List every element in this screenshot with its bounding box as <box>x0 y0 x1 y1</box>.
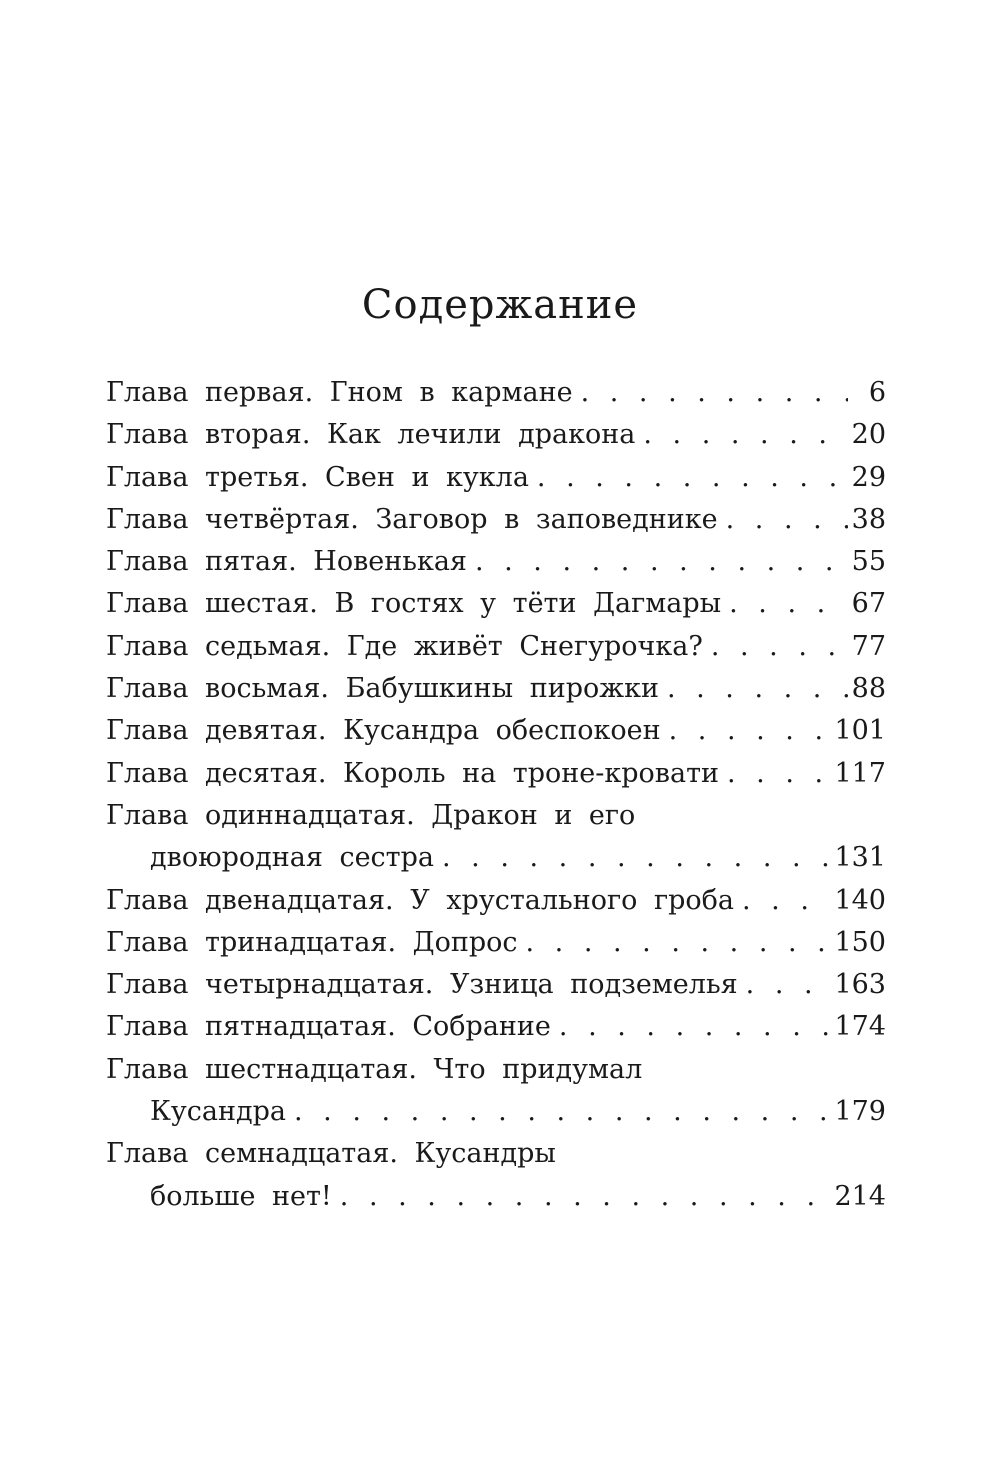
page-number: 140 <box>834 884 886 916</box>
page-number: 214 <box>834 1180 886 1212</box>
chapter-title: Глава пятая. Новенькая <box>106 546 467 578</box>
toc-entry <box>106 372 886 414</box>
chapter-title: Глава двенадцатая. У хрустального гроба <box>106 884 734 916</box>
page-number: 179 <box>834 1096 886 1128</box>
dot-leader <box>286 1091 830 1133</box>
chapter-title: Глава девятая. Кусандра обеспокоен <box>106 715 661 747</box>
chapter-title: Глава семнадцатая. Кусандры <box>106 1138 556 1170</box>
chapter-title-continuation: Кусандра <box>150 1096 287 1128</box>
page-number: 29 <box>851 461 886 493</box>
dot-leader <box>518 922 831 964</box>
toc-entry <box>106 626 886 668</box>
toc-entry <box>106 457 886 499</box>
chapter-title: Глава пятнадцатая. Собрание <box>106 1011 551 1043</box>
toc-entry <box>106 414 886 456</box>
dot-leader <box>718 499 848 541</box>
page-number: 38 <box>851 503 886 535</box>
page-number: 88 <box>851 673 886 705</box>
dot-leader <box>738 964 831 1006</box>
page-number: 150 <box>834 926 886 958</box>
page-number: 20 <box>851 419 886 451</box>
dot-leader <box>434 837 830 879</box>
dot-leader <box>661 710 831 752</box>
toc-entry <box>106 668 886 710</box>
toc-entry-continuation <box>106 837 886 879</box>
dot-leader <box>573 372 848 414</box>
chapter-title: Глава четырнадцатая. Узница подземелья <box>106 969 738 1001</box>
toc-entry-continuation <box>106 1176 886 1218</box>
dot-leader <box>635 414 847 456</box>
toc-entry <box>106 1049 886 1091</box>
dot-leader <box>734 880 830 922</box>
toc-entry <box>106 795 886 837</box>
toc-entry <box>106 964 886 1006</box>
page-number: 6 <box>868 377 886 408</box>
toc-entry <box>106 1006 886 1048</box>
page-number: 67 <box>851 588 886 620</box>
chapter-title: Глава восьмая. Бабушкины пирожки <box>106 673 659 705</box>
toc-entry <box>106 1133 886 1175</box>
chapter-title: Глава тринадцатая. Допрос <box>106 926 518 958</box>
toc-entry <box>106 583 886 625</box>
dot-leader <box>719 753 830 795</box>
dot-leader <box>332 1176 831 1218</box>
page-number: 131 <box>834 842 886 874</box>
page-number: 163 <box>834 969 886 1001</box>
chapter-title: Глава первая. Гном в кармане <box>106 377 573 408</box>
chapter-title: Глава шестая. В гостях у тёти Дагмары <box>106 588 722 620</box>
toc-entry <box>106 499 886 541</box>
table-of-contents <box>106 372 886 1218</box>
chapter-title-continuation: двоюродная сестра <box>150 842 434 874</box>
toc-entry <box>106 753 886 795</box>
dot-leader <box>659 668 848 710</box>
chapter-title: Глава вторая. Как лечили дракона <box>106 419 636 451</box>
page-number: 174 <box>834 1011 886 1043</box>
toc-entry <box>106 880 886 922</box>
dot-leader <box>467 541 848 583</box>
chapter-title: Глава одиннадцатая. Дракон и его <box>106 799 636 831</box>
dot-leader <box>551 1006 831 1048</box>
chapter-title: Глава седьмая. Где живёт Снегурочка? <box>106 630 703 662</box>
chapter-title: Глава десятая. Король на троне-кровати <box>106 757 720 789</box>
chapter-title-continuation: больше нет! <box>150 1180 332 1212</box>
chapter-title: Глава четвёртая. Заговор в заповеднике <box>106 503 718 535</box>
dot-leader <box>703 626 848 668</box>
page-title: Содержание <box>361 282 639 328</box>
chapter-title: Глава третья. Свен и кукла <box>106 461 529 493</box>
page-number: 117 <box>834 757 886 789</box>
dot-leader <box>721 583 848 625</box>
toc-entry-continuation <box>106 1091 886 1133</box>
toc-entry <box>106 541 886 583</box>
page-number: 77 <box>851 630 886 662</box>
toc-entry <box>106 922 886 964</box>
page-number: 55 <box>851 546 886 578</box>
dot-leader <box>529 457 848 499</box>
chapter-title: Глава шестнадцатая. Что придумал <box>106 1053 643 1085</box>
page-number: 101 <box>834 715 886 747</box>
toc-entry <box>106 710 886 752</box>
